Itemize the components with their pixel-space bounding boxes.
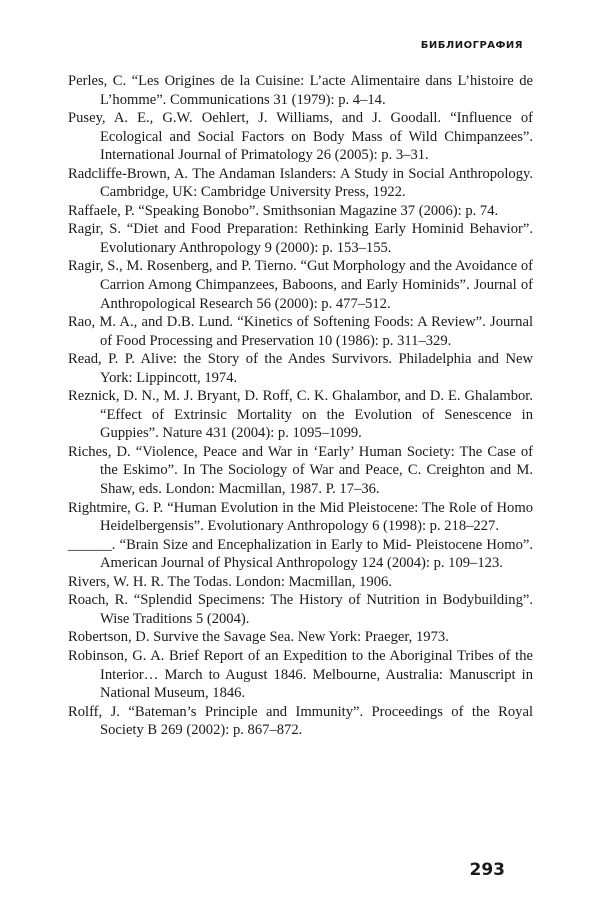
bibliography-entry: Rolff, J. “Bateman’s Principle and Immunity”. Proceedings of the Royal Society B 269 (2002): p. 867–872. (68, 703, 533, 739)
bibliography-entry: Riches, D. “Violence, Peace and War in ‘Early’ Human Society: The Case of the Eskimo”. In The Sociology of War and Peace, C. Creighton and M. Shaw, eds. London: Macmillan, 1987. P. 17–36. (68, 443, 533, 498)
running-head: БИБЛИОГРАФИЯ (420, 40, 523, 51)
bibliography-entry: Pusey, A. E., G.W. Oehlert, J. Williams, and J. Goodall. “Influence of Ecological and Social Factors on Body Mass of Wild Chimpanzees”. International Journal of Primatology 26 (2005): p. 3–31. (68, 110, 533, 164)
bibliography-entry: Radcliffe-Brown, A. The Andaman Islanders: A Study in Social Anthropology. Cambridge, UK: Cambridge University Press, 1922. (68, 165, 533, 201)
bibliography-entry: Rao, M. A., and D.B. Lund. “Kinetics of Softening Foods: A Review”. Journal of Food Processing and Preservation 10 (1986): p. 311–329. (68, 314, 533, 349)
page-number: 293 (469, 860, 505, 880)
bibliography-entry: Rivers, W. H. R. The Todas. London: Macmillan, 1906. (68, 573, 392, 590)
bibliography-entry: ______. “Brain Size and Encephalization in Early to Mid- Pleistocene Homo”. American Journal of Physical Anthropology 124 (2004): p. 109–123. (68, 536, 533, 572)
bibliography-entry: Roach, R. “Splendid Specimens: The History of Nutrition in Bodybuilding”. Wise Traditions 5 (2004). (68, 592, 533, 627)
bibliography-entry: Perles, C. “Les Origines de la Cuisine: L’acte Alimentaire dans L’histoire de L’homme”. Communications 31 (1979): p. 4–14. (68, 73, 533, 108)
bibliography-entry: Reznick, D. N., M. J. Bryant, D. Roff, C. K. Ghalambor, and D. E. Ghalambor. “Effect of Extrinsic Mortality on the Evolution of Senescence in Guppies”. Nature 431 (2004): p. 1095–1099. (68, 388, 533, 442)
bibliography-entry: Read, P. P. Alive: the Story of the Andes Survivors. Philadelphia and New York: Lippincott, 1974. (68, 351, 533, 386)
bibliography-entry: Robinson, G. A. Brief Report of an Expedition to the Aboriginal Tribes of the Interior… March to August 1846. Melbourne, Australia: Manuscript in National Museum, 1846. (68, 647, 533, 702)
bibliography-list (68, 72, 533, 740)
bibliography-entry: Rightmire, G. P. “Human Evolution in the Mid Pleistocene: The Role of Homo Heidelbergensis”. Evolutionary Anthropology 6 (1998): p. 218–227. (68, 499, 533, 535)
bibliography-entry: Raffaele, P. “Speaking Bonobo”. Smithsonian Magazine 37 (2006): p. 74. (68, 202, 499, 219)
bibliography-entry: Ragir, S., M. Rosenberg, and P. Tierno. “Gut Morphology and the Avoidance of Carrion Among Chimpanzees, Baboons, and Early Hominids”. Journal of Anthropological Research 56 (2000): p. 477–512. (68, 258, 533, 312)
bibliography-entry: Robertson, D. Survive the Savage Sea. New York: Praeger, 1973. (68, 629, 449, 646)
bibliography-entry: Ragir, S. “Diet and Food Preparation: Rethinking Early Hominid Behavior”. Evolutionary Anthropology 9 (2000): p. 153–155. (68, 221, 533, 256)
